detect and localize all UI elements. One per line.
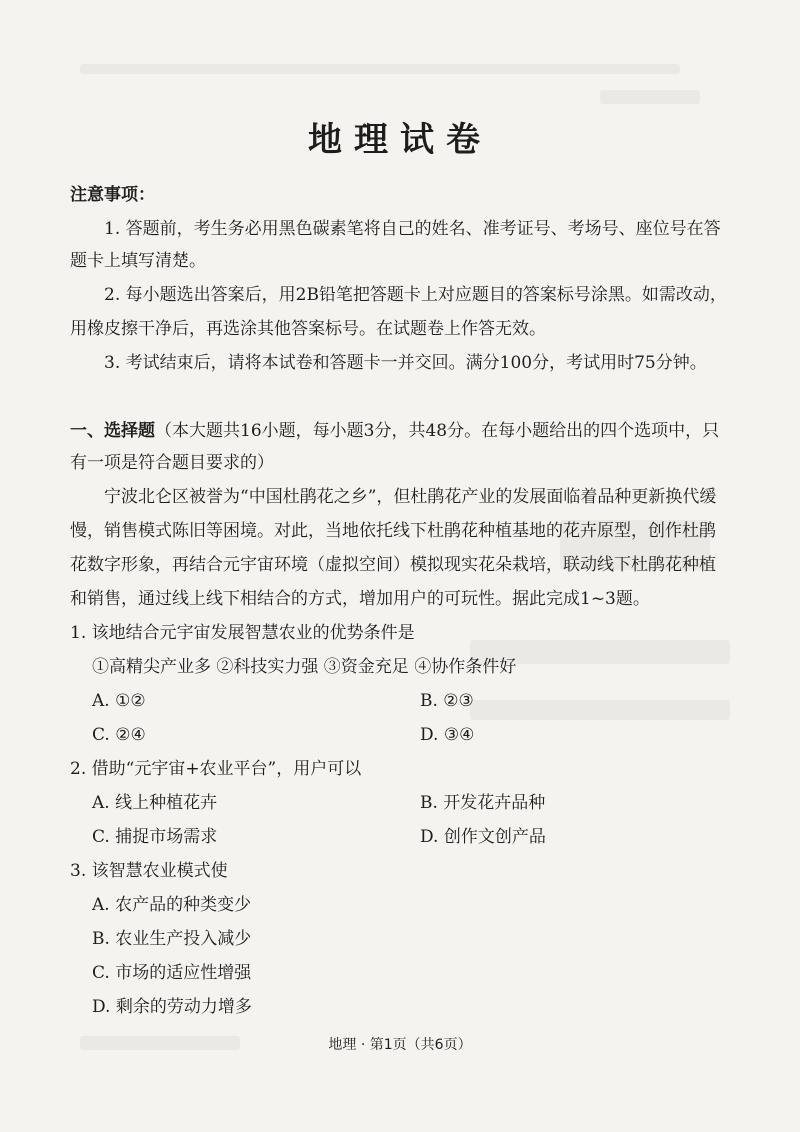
bleed-through-mark bbox=[470, 700, 730, 720]
notice-item-3: 3. 考试结束后，请将本试卷和答题卡一并交回。满分100分，考试用时75分钟。 bbox=[104, 353, 707, 373]
question-1-option-a: A. ①② bbox=[92, 691, 146, 711]
question-3-option-a: A. 农产品的种类变少 bbox=[92, 895, 252, 915]
bleed-through-mark bbox=[600, 90, 700, 104]
section-title: 一、选择题 bbox=[70, 421, 155, 441]
question-3-option-c: C. 市场的适应性增强 bbox=[92, 963, 252, 983]
question-2-option-c: C. 捕捉市场需求 bbox=[92, 827, 218, 847]
section-header bbox=[70, 420, 719, 442]
question-2-option-a: A. 线上种植花卉 bbox=[92, 793, 218, 813]
notice-item-1-cont: 题卡上填写清楚。 bbox=[70, 251, 206, 271]
section-description: （本大题共16小题，每小题3分，共48分。在每小题给出的四个选项中，只 bbox=[155, 421, 720, 441]
question-2: 2. 借助“元宇宙+农业平台”，用户可以 bbox=[70, 759, 362, 779]
question-1-items: ①高精尖产业多 ②科技实力强 ③资金充足 ④协作条件好 bbox=[92, 657, 517, 677]
passage-line: 宁波北仑区被誉为“中国杜鹃花之乡”，但杜鹃花产业的发展面临着品种更新换代缓 bbox=[104, 487, 717, 507]
question-3-option-b: B. 农业生产投入减少 bbox=[92, 929, 252, 949]
notice-item-2-cont: 用橡皮擦干净后，再选涂其他答案标号。在试题卷上作答无效。 bbox=[70, 319, 546, 339]
question-1-option-c: C. ②④ bbox=[92, 725, 146, 745]
notice-item-2: 2. 每小题选出答案后，用2B铅笔把答题卡上对应题目的答案标号涂黑。如需改动， bbox=[104, 285, 727, 305]
question-1-option-b: B. ②③ bbox=[420, 691, 474, 711]
question-2-option-d: D. 创作文创产品 bbox=[420, 827, 546, 847]
question-1-option-d: D. ③④ bbox=[420, 725, 475, 745]
question-1: 1. 该地结合元宇宙发展智慧农业的优势条件是 bbox=[70, 623, 415, 643]
notice-item-1: 1. 答题前，考生务必用黑色碳素笔将自己的姓名、准考证号、考场号、座位号在答 bbox=[104, 219, 721, 239]
question-3: 3. 该智慧农业模式使 bbox=[70, 861, 228, 881]
page-title: 地理试卷 bbox=[308, 120, 492, 160]
question-3-option-d: D. 剩余的劳动力增多 bbox=[92, 997, 252, 1017]
notice-heading: 注意事项： bbox=[70, 185, 155, 205]
bleed-through-mark bbox=[80, 64, 680, 74]
page-footer: 地理 · 第1页（共6页） bbox=[328, 1037, 472, 1053]
section-description-cont: 有一项是符合题目要求的） bbox=[70, 453, 274, 473]
passage-line: 和销售，通过线上线下相结合的方式，增加用户的可玩性。据此完成1~3题。 bbox=[70, 589, 650, 609]
passage-line: 慢，销售模式陈旧等困境。对此，当地依托线下杜鹃花种植基地的花卉原型，创作杜鹃 bbox=[70, 521, 716, 541]
passage-line: 花数字形象，再结合元宇宙环境（虚拟空间）模拟现实花朵栽培，联动线下杜鹃花种植 bbox=[70, 555, 716, 575]
question-2-option-b: B. 开发花卉品种 bbox=[420, 793, 546, 813]
